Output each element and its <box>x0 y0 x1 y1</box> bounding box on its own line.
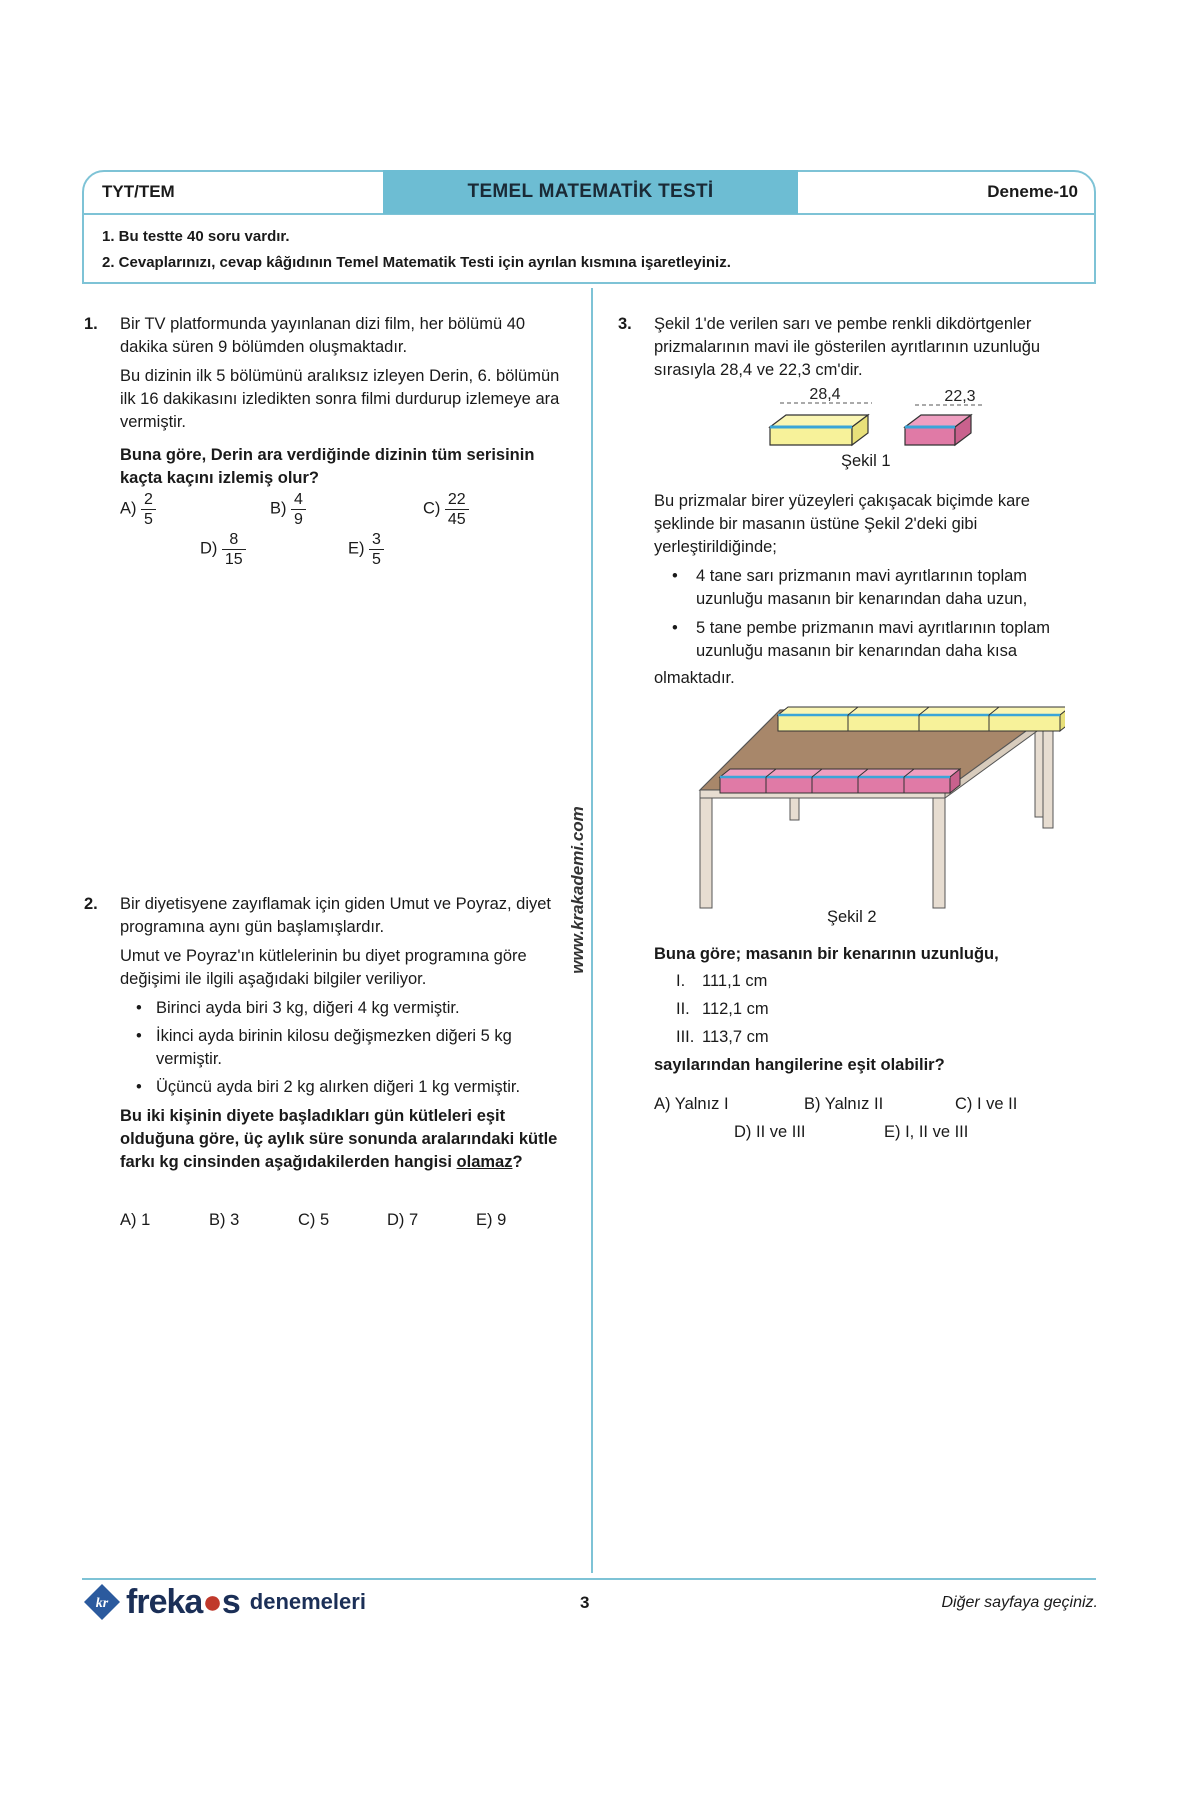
page-number: 3 <box>580 1593 590 1612</box>
option-b[interactable]: B) $\frac{4}{9}$ <box>270 490 306 529</box>
list-item: I. 111,1 cm <box>676 972 768 990</box>
option-d[interactable]: D) $\frac{8}{15}$ <box>200 530 246 569</box>
figure-2-caption: Şekil 2 <box>827 908 877 926</box>
question-1 <box>84 313 564 490</box>
test-title: TEMEL MATEMATİK TESTİ <box>383 170 798 214</box>
figure-2 <box>690 695 1065 915</box>
exam-type: TYT/TEM <box>102 182 175 201</box>
exam-number: Deneme-10 <box>987 182 1078 201</box>
pink-prism-row <box>720 769 960 793</box>
option-b[interactable]: B) 3 <box>209 1211 240 1229</box>
list-item: II. 112,1 cm <box>676 1000 769 1018</box>
question-2 <box>84 893 574 1174</box>
question-number: 1. <box>84 315 98 333</box>
question-prompt: Bu iki kişinin diyete başladıkları gün kütleleri eşit olduğuna göre, üç aylık süre sonunda aralarındaki kütle farkı kg cinsinden aşağıdakilerden hangisi olamaz? <box>120 1107 558 1171</box>
footer-line <box>82 1578 1096 1580</box>
question-number: 2. <box>84 895 98 913</box>
question-text: Bir diyetisyene zayıflamak için giden Umut ve Poyraz, diyet programına aynı gün başlamışlardır. <box>120 895 552 936</box>
question-text: olmaktadır. <box>654 669 735 687</box>
instruction-1: 1. Bu testte 40 soru vardır. <box>102 228 290 245</box>
list-item: III. 113,7 cm <box>676 1028 769 1046</box>
bullet-item: • 4 tane sarı prizmanın mavi ayrıtlarının toplam uzunluğu masanın bir kenarından daha uzun, <box>668 565 1074 611</box>
question-3-body <box>654 490 1074 690</box>
bullet-item: • 5 tane pembe prizmanın mavi ayrıtlarının toplam uzunluğu masanın bir kenarından daha kısa <box>668 617 1074 663</box>
pink-prism <box>905 405 982 445</box>
next-page-note: Diğer sayfaya geçiniz. <box>941 1594 1098 1611</box>
column-divider <box>591 288 593 1573</box>
option-a[interactable]: A) Yalnız I <box>654 1095 729 1113</box>
figure-1-caption: Şekil 1 <box>841 452 891 470</box>
option-d[interactable]: D) II ve III <box>734 1123 806 1141</box>
negation-word: olamaz <box>456 1153 513 1171</box>
instruction-2: 2. Cevaplarınızı, cevap kâğıdının Temel Matematik Testi için ayrılan kısmına işaretleyiniz. <box>102 254 731 271</box>
option-a[interactable]: A) 1 <box>120 1211 151 1229</box>
brand-logo <box>82 1582 366 1622</box>
option-b[interactable]: B) Yalnız II <box>804 1095 884 1113</box>
question-3 <box>618 313 1088 382</box>
option-e[interactable]: E) 9 <box>476 1211 507 1229</box>
question-text: Umut ve Poyraz'ın kütlelerinin bu diyet programına göre değişimi ile ilgili aşağıdaki bilgiler veriliyor. <box>120 947 527 988</box>
question-3-prompt <box>654 943 1094 1077</box>
question-prompt: Buna göre, Derin ara verdiğinde dizinin tüm serisinin kaçta kaçını izlemiş olur? <box>120 446 535 487</box>
question-text: Bir TV platformunda yayınlanan dizi film, her bölümü 40 dakika süren 9 bölümden oluşmaktadır. <box>120 315 526 356</box>
yellow-prism-row <box>778 707 1065 731</box>
option-a[interactable]: A) $\frac{2}{5}$ <box>120 490 156 529</box>
bullet-item: • Birinci ayda biri 3 kg, diğeri 4 kg vermiştir. <box>132 997 574 1020</box>
bullet-item: • İkinci ayda birinin kilosu değişmezken diğeri 5 kg vermiştir. <box>132 1025 574 1071</box>
logo-subtext: denemeleri <box>249 1589 366 1614</box>
question-text: Bu dizinin ilk 5 bölümünü aralıksız izleyen Derin, 6. bölümün ilk 16 dakikasını izledikten sonra filmi durdurup izlemeye ara vermiştir. <box>120 367 560 431</box>
logo-badge-icon <box>82 1582 122 1622</box>
side-url: www.krakademi.com <box>568 806 587 974</box>
question-text: Bu prizmalar birer yüzeyleri çakışacak biçimde kare şeklinde bir masanın üstüne Şekil 2'deki gibi yerleştirildiğinde; <box>654 492 1030 556</box>
option-c[interactable]: C) I ve II <box>955 1095 1018 1113</box>
yellow-length-label: 28,4 <box>809 386 841 403</box>
question-prompt: sayılarından hangilerine eşit olabilir? <box>654 1056 945 1074</box>
question-prompt: Buna göre; masanın bir kenarının uzunluğu, <box>654 945 999 963</box>
option-c[interactable]: C) $\frac{22}{45}$ <box>423 490 469 529</box>
option-e[interactable]: E) I, II ve III <box>884 1123 969 1141</box>
pink-length-label: 22,3 <box>944 388 976 405</box>
question-text: Şekil 1'de verilen sarı ve pembe renkli dikdörtgenler prizmalarının mavi ile gösterilen ayrıtlarının uzunluğu sırasıyla 28,4 ve 22,3 cm'dir. <box>654 315 1041 379</box>
logo-text: freka●s <box>126 1582 240 1621</box>
question-number: 3. <box>618 315 632 333</box>
option-d[interactable]: D) 7 <box>387 1211 419 1229</box>
svg-text:kr: kr <box>95 1596 109 1611</box>
option-e[interactable]: E) $\frac{3}{5}$ <box>348 530 384 569</box>
option-c[interactable]: C) 5 <box>298 1211 330 1229</box>
bullet-item: • Üçüncü ayda biri 2 kg alırken diğeri 1 kg vermiştir. <box>132 1076 574 1099</box>
yellow-prism <box>770 403 872 445</box>
